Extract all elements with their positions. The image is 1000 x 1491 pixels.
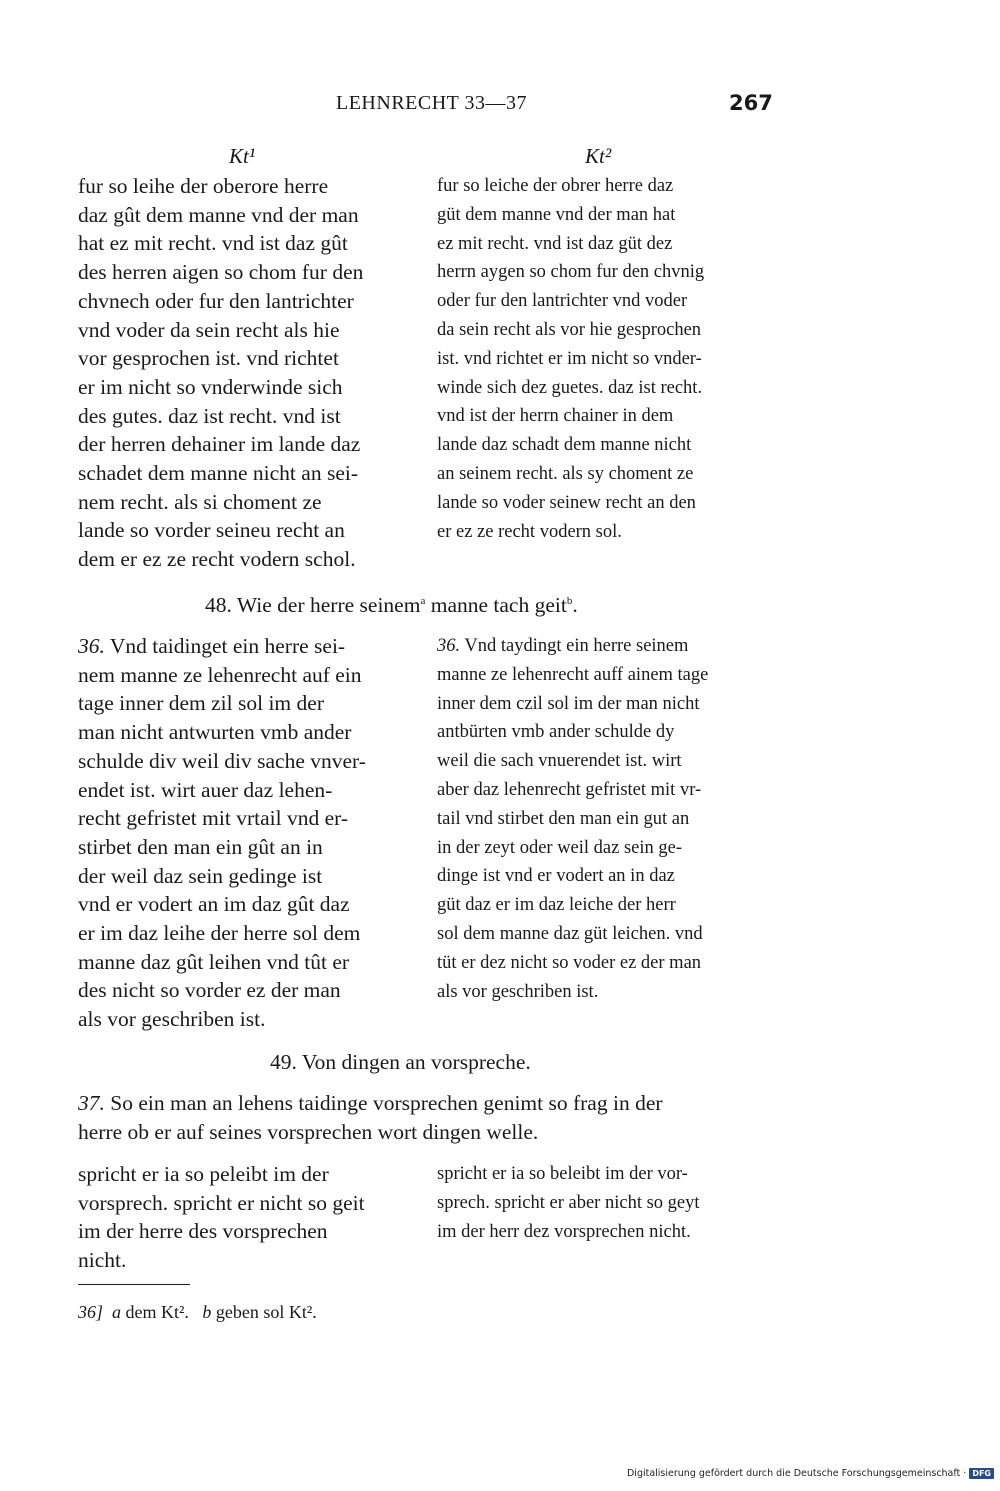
scan-credit-text: Digitalisierung gefördert durch die Deutsche Forschungsgemeinschaft ·	[626, 1468, 967, 1479]
text-line: tail vnd stirbet den man ein gut an	[437, 808, 690, 829]
text-line: schadet dem manne nicht an sei-	[78, 461, 358, 486]
paragraph-number: 36.	[78, 634, 105, 658]
text-line: ez mit recht. vnd ist daz güt dez	[437, 233, 673, 254]
heading-text: 48. Wie der herre seinem	[205, 593, 421, 617]
footnote-ref: 36]	[78, 1302, 104, 1322]
text-line: chvnech oder fur den lantrichter	[78, 288, 354, 313]
text-line: als vor geschriben ist.	[437, 981, 599, 1002]
footnote-mark-b: b	[202, 1302, 212, 1322]
text-line: er im nicht so vnderwinde sich	[78, 374, 343, 399]
text-line: daz gût dem manne vnd der man	[78, 202, 359, 227]
heading-text: manne tach geit	[425, 593, 567, 617]
text-line: hat ez mit recht. vnd ist daz gût	[78, 231, 348, 256]
text-line: herre ob er auf seines vorsprechen wort dingen welle.	[78, 1120, 539, 1144]
page-number: 267	[729, 91, 773, 115]
text-line	[437, 632, 767, 661]
text-line: schulde div weil div sache vnver-	[78, 748, 366, 773]
block1-right-column	[437, 172, 767, 546]
text-line: als vor geschriben ist.	[78, 1007, 266, 1032]
text-line: oder fur den lantrichter vnd voder	[437, 291, 688, 312]
text-line: da sein recht als vor hie gesprochen	[437, 319, 702, 340]
column-label-left: Kt¹	[229, 144, 256, 168]
text-line: endet ist. wirt auer daz lehen-	[78, 777, 333, 802]
section-48-heading	[205, 593, 578, 618]
footnote-mark-b: b	[566, 594, 573, 607]
block2-left-column	[78, 632, 408, 1034]
text-line: er ez ze recht vodern sol.	[437, 521, 622, 542]
text-line: aber daz lehenrecht gefristet mit vr-	[437, 779, 702, 800]
text-line: herrn aygen so chom fur den chvnig	[437, 262, 705, 283]
text-line: nem manne ze lehenrecht auf ein	[78, 662, 362, 687]
text-fragment: So ein man an lehens taidinge vorsprechen genimt so frag in der	[104, 1091, 663, 1115]
text-line	[78, 1089, 768, 1118]
block1-left-column	[78, 172, 408, 574]
text-line: dinge ist vnd er vodert an in daz	[437, 866, 675, 887]
column-label-right: Kt²	[585, 144, 612, 168]
text-line: fur so leihe der oberore herre	[78, 174, 329, 198]
running-head	[0, 92, 1000, 124]
text-line: an seinem recht. als sy choment ze	[437, 463, 694, 484]
text-line: in der zeyt oder weil daz sein ge-	[437, 837, 683, 858]
text-line: recht gefristet mit vrtail vnd er-	[78, 806, 349, 831]
text-line: spricht er ia so beleibt im der vor-	[437, 1164, 688, 1184]
running-title: LEHNRECHT 33—37	[336, 92, 528, 114]
text-line: vor gesprochen ist. vnd richtet	[78, 346, 339, 371]
text-line: nem recht. als si choment ze	[78, 489, 322, 514]
text-line: nicht.	[78, 1248, 127, 1273]
text-line: fur so leiche der obrer herre daz	[437, 176, 674, 196]
text-line: weil die sach vnuerendet ist. wirt	[437, 751, 682, 772]
text-line: vorsprech. spricht er nicht so geit	[78, 1190, 365, 1215]
scan-credit	[627, 1468, 994, 1479]
text-line: des gutes. daz ist recht. vnd ist	[78, 403, 341, 428]
text-line: der herren dehainer im lande daz	[78, 432, 361, 457]
text-line: vnd er vodert an im daz gût daz	[78, 892, 350, 917]
text-line: manne ze lehenrecht auff ainem tage	[437, 664, 709, 685]
text-line: vnd voder da sein recht als hie	[78, 317, 340, 342]
text-line: inner dem czil sol im der man nicht	[437, 693, 700, 714]
dfg-logo-icon: DFG	[969, 1468, 994, 1479]
text-line: man nicht antwurten vmb ander	[78, 720, 352, 745]
footnote-mark-a: a	[112, 1302, 122, 1322]
text-line: er im daz leihe der herre sol dem	[78, 921, 361, 946]
text-line: lande daz schadt dem manne nicht	[437, 435, 692, 456]
footnote	[78, 1302, 317, 1323]
text-line: güt daz er im daz leiche der herr	[437, 895, 676, 916]
block3-left-column	[78, 1160, 408, 1275]
text-line: winde sich dez guetes. daz ist recht.	[437, 377, 703, 398]
text-fragment: Vnd taydingt ein herre seinem	[460, 636, 689, 656]
text-line: tage inner dem zil sol im der	[78, 691, 324, 716]
paragraph-number: 36.	[437, 636, 461, 656]
text-line: lande so vorder seineu recht an	[78, 518, 345, 543]
section-49-heading: 49. Von dingen an vorspreche.	[270, 1050, 531, 1074]
text-line: der weil daz sein gedinge ist	[78, 863, 323, 888]
text-line: spricht er ia so peleibt im der	[78, 1162, 329, 1186]
text-line: antbürten vmb ander schulde dy	[437, 722, 675, 743]
text-line: vnd ist der herrn chainer in dem	[437, 406, 674, 427]
block3-right-column	[437, 1160, 767, 1246]
text-line: im der herre des vorsprechen	[78, 1219, 328, 1244]
text-line: sol dem manne daz güt leichen. vnd	[437, 923, 703, 944]
text-line: manne daz gût leihen vnd tût er	[78, 949, 350, 974]
text-line: im der herr dez vorsprechen nicht.	[437, 1221, 691, 1242]
heading-text: .	[572, 593, 578, 617]
text-line: dem er ez ze recht vodern schol.	[78, 547, 356, 572]
paragraph-number: 37.	[78, 1091, 105, 1115]
footnote-divider	[78, 1284, 190, 1285]
text-line: ist. vnd richtet er im nicht so vnder-	[437, 348, 702, 369]
text-line: sprech. spricht er aber nicht so geyt	[437, 1192, 700, 1213]
footnote-text-a: dem Kt².	[121, 1302, 189, 1322]
text-line: güt dem manne vnd der man hat	[437, 204, 676, 225]
text-line: des nicht so vorder ez der man	[78, 978, 341, 1003]
footnote-mark-a: a	[420, 594, 426, 607]
text-line: lande so voder seinew recht an den	[437, 492, 696, 513]
text-fragment: Vnd taidinget ein herre sei-	[104, 634, 346, 658]
text-line: tüt er dez nicht so voder ez der man	[437, 952, 702, 973]
block2-right-column	[437, 632, 767, 1006]
footnote-text-b: geben sol Kt².	[211, 1302, 317, 1322]
text-line: stirbet den man ein gût an in	[78, 834, 323, 859]
text-line: des herren aigen so chom fur den	[78, 260, 364, 285]
text-line	[78, 632, 408, 661]
paragraph-37	[78, 1089, 768, 1147]
